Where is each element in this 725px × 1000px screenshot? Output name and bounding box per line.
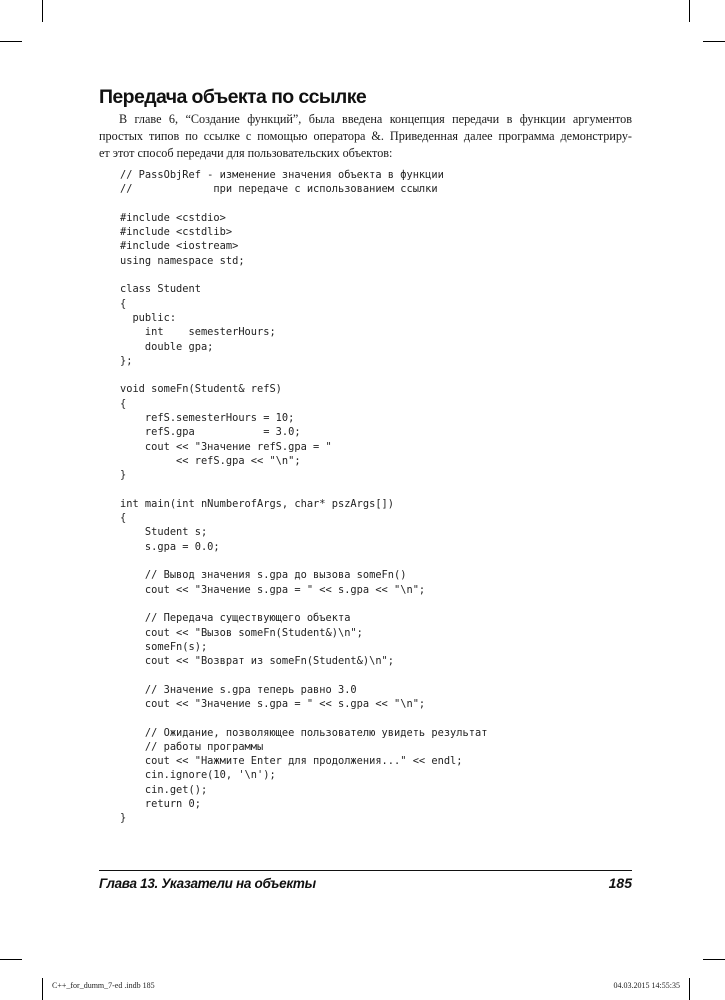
code-line: { <box>120 397 127 410</box>
code-line: cin.get(); <box>120 783 208 796</box>
code-line: class Student <box>120 283 201 296</box>
code-line <box>120 368 487 382</box>
code-line: refS.semesterHours = 10; <box>120 412 295 425</box>
code-line: // Значение s.gpa теперь равно 3.0 <box>120 683 357 696</box>
paragraph-line: В главе 6, “Создание функций”, была введена концепция передачи в функции аргументов <box>119 112 632 126</box>
code-line: return 0; <box>120 798 201 811</box>
crop-mark-bottom-right <box>689 978 690 1000</box>
code-line: cout << "Значение refS.gpa = " <box>120 440 332 453</box>
paragraph-line: ет этот способ передачи для пользовательских объектов: <box>99 146 393 160</box>
code-line: s.gpa = 0.0; <box>120 540 220 553</box>
code-line: { <box>120 512 127 525</box>
code-line: public: <box>120 311 177 324</box>
print-slug-datetime: 04.03.2015 14:55:35 <box>613 981 680 990</box>
code-line: #include <cstdlib> <box>120 226 233 239</box>
code-line: // Передача существующего объекта <box>120 612 351 625</box>
code-line: int semesterHours; <box>120 326 276 339</box>
code-line: #include <cstdio> <box>120 211 226 224</box>
code-line: cin.ignore(10, '\n'); <box>120 769 276 782</box>
code-line: << refS.gpa << "\n"; <box>120 454 301 467</box>
code-line: Student s; <box>120 526 208 539</box>
code-line: cout << "Вызов someFn(Student&)\n"; <box>120 626 363 639</box>
code-line: refS.gpa = 3.0; <box>120 426 301 439</box>
code-line: someFn(s); <box>120 640 208 653</box>
code-line <box>120 197 487 211</box>
code-line: int main(int nNumberofArgs, char* pszArgs[]) <box>120 497 395 510</box>
code-line <box>120 483 487 497</box>
code-line: } <box>120 469 127 482</box>
code-line: // Вывод значения s.gpa до вызова someFn() <box>120 569 407 582</box>
code-line: }; <box>120 354 133 367</box>
code-line: cout << "Нажмите Enter для продолжения..." << endl; <box>120 755 463 768</box>
code-line: cout << "Значение s.gpa = " << s.gpa << "\n"; <box>120 697 426 710</box>
paragraph-line: простых типов по ссылке с помощью оператора &. Приведенная далее программа демонстриру- <box>99 129 632 143</box>
crop-mark-left-bottom <box>0 959 22 960</box>
code-line: // Ожидание, позволяющее пользователю увидеть результат <box>120 726 488 739</box>
code-line: using namespace std; <box>120 254 245 267</box>
code-line: #include <iostream> <box>120 240 239 253</box>
code-line <box>120 668 487 682</box>
code-line: } <box>120 812 127 825</box>
code-line <box>120 268 487 282</box>
section-heading: Передача объекта по ссылке <box>99 86 367 108</box>
code-line <box>120 597 487 611</box>
footer-rule <box>99 870 632 871</box>
code-line: { <box>120 297 127 310</box>
crop-mark-top-left <box>42 0 43 22</box>
code-line: cout << "Возврат из someFn(Student&)\n"; <box>120 655 395 668</box>
code-listing <box>120 168 487 826</box>
code-line: void someFn(Student& refS) <box>120 383 282 396</box>
code-line: // при передаче с использованием ссылки <box>120 183 438 196</box>
chapter-title: Глава 13. Указатели на объекты <box>99 876 316 891</box>
page-number: 185 <box>608 875 632 891</box>
crop-mark-right-top <box>703 41 725 42</box>
code-line <box>120 554 487 568</box>
code-line <box>120 711 487 725</box>
code-line: // работы программы <box>120 740 264 753</box>
crop-mark-left-top <box>0 41 22 42</box>
code-line: cout << "Значение s.gpa = " << s.gpa << "\n"; <box>120 583 426 596</box>
code-line: double gpa; <box>120 340 214 353</box>
code-line: // PassObjRef - изменение значения объекта в функции <box>120 169 444 181</box>
print-slug-file: C++_for_dumm_7-ed .indb 185 <box>52 981 155 990</box>
crop-mark-top-right <box>689 0 690 22</box>
crop-mark-right-bottom <box>703 959 725 960</box>
crop-mark-bottom-left <box>42 978 43 1000</box>
